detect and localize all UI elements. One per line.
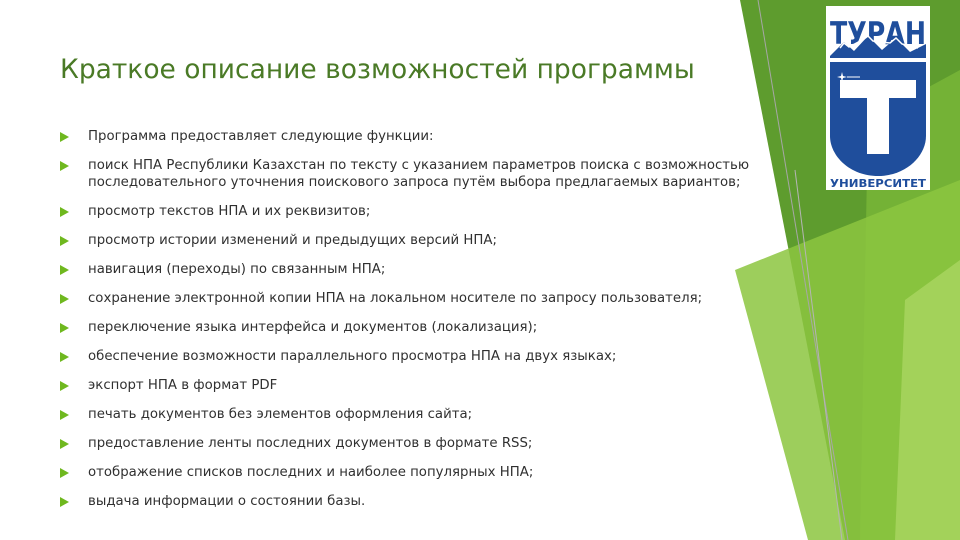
bullet-item (60, 319, 760, 336)
slide-title: Краткое описание возможностей программы (60, 54, 695, 85)
logo-top-text: ТУРАН (830, 16, 926, 52)
bullet-text: обеспечение возможности параллельного просмотра НПА на двух языках; (88, 349, 617, 364)
triangle-bullet-icon (60, 294, 69, 304)
bullet-text: навигация (переходы) по связанным НПА; (88, 262, 386, 277)
bullet-item (60, 232, 760, 249)
bullet-text: печать документов без элементов оформления сайта; (88, 407, 473, 422)
triangle-bullet-icon (60, 468, 69, 478)
bullet-item (60, 290, 760, 307)
bullet-text: просмотр текстов НПА и их реквизитов; (88, 204, 371, 219)
bullet-text: поиск НПА Республики Казахстан по тексту с указанием параметров поиска с возможностью последовательного уточнения поискового запроса путём выбора предлагаемых вариантов; (88, 158, 750, 190)
triangle-bullet-icon (60, 497, 69, 507)
triangle-bullet-icon (60, 236, 69, 246)
logo-bottom-text: УНИВЕРСИТЕТ (830, 178, 927, 190)
bullet-text: Программа предоставляет следующие функции: (88, 129, 434, 144)
bullet-text: переключение языка интерфейса и документов (локализация); (88, 320, 538, 335)
bullet-item (60, 157, 760, 191)
triangle-bullet-icon (60, 352, 69, 362)
t-crossbar-cutout (840, 80, 916, 98)
bullet-text: предоставление ленты последних документов в формате RSS; (88, 436, 533, 451)
bullet-list (60, 128, 760, 510)
bullet-item (60, 464, 760, 481)
bullet-item (60, 435, 760, 452)
bullet-item (60, 377, 760, 394)
bullet-item (60, 493, 760, 510)
triangle-bullet-icon (60, 132, 69, 142)
bullet-item (60, 128, 760, 145)
triangle-bullet-icon (60, 323, 69, 333)
bullet-item (60, 261, 760, 278)
bullet-text: экспорт НПА в формат PDF (88, 378, 278, 393)
triangle-bullet-icon (60, 161, 69, 171)
bullet-item (60, 348, 760, 365)
turan-university-logo (826, 6, 930, 190)
bullet-item (60, 203, 760, 220)
bullet-text: сохранение электронной копии НПА на локальном носителе по запросу пользователя; (88, 291, 703, 306)
triangle-bullet-icon (60, 207, 69, 217)
triangle-bullet-icon (60, 265, 69, 275)
bullet-text: выдача информации о состоянии базы. (88, 494, 366, 509)
bullet-item (60, 406, 760, 423)
triangle-bullet-icon (60, 439, 69, 449)
t-stem-cutout (867, 98, 889, 154)
triangle-bullet-icon (60, 381, 69, 391)
bullet-text: просмотр истории изменений и предыдущих версий НПА; (88, 233, 497, 248)
triangle-bullet-icon (60, 410, 69, 420)
bullet-text: отображение списков последних и наиболее популярных НПА; (88, 465, 534, 480)
